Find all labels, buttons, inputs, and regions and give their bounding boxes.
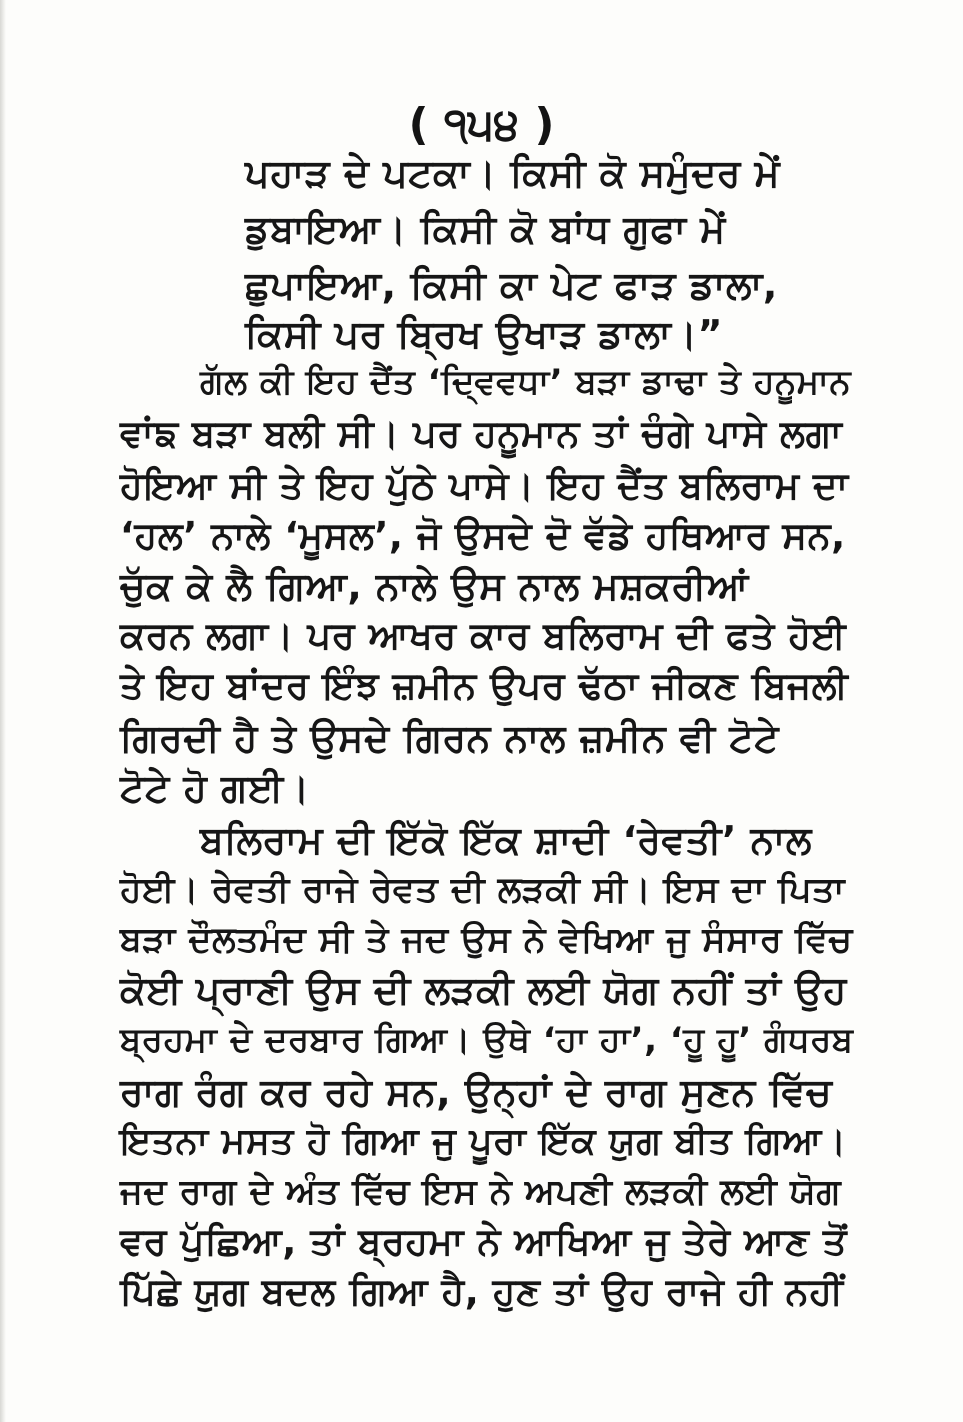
text-line: ਹੋਇਆ ਸੀ ਤੇ ਇਹ ਪੁੱਠੇ ਪਾਸੇ। ਇਹ ਦੈਂਤ ਬਲਿਰਾਮ ਦਾ [120,464,849,507]
text-line: ਬ੍ਰਹਮਾ ਦੇ ਦਰਬਾਰ ਗਿਆ। ਉਥੇ ‘ਹਾ ਹਾ’, ‘ਹੂ ਹੂ’ ਗੰਧਰਬ [120,1020,854,1060]
text-line: ਪਹਾੜ ਦੇ ਪਟਕਾ। ਕਿਸੀ ਕੋ ਸਮੁੰਦਰ ਮੇਂ [245,151,781,195]
text-line: ਟੋਟੇ ਹੋ ਗਈ। [120,766,310,810]
text-line: ਛੁਪਾਇਆ, ਕਿਸੀ ਕਾ ਪੇਟ ਫਾੜ ਡਾਲਾ, [245,263,778,307]
text-line: ਤੇ ਇਹ ਬਾਂਦਰ ਇੰਝ ਜ਼ਮੀਨ ਉਪਰ ਢੱਠਾ ਜੀਕਣ ਬਿਜਲੀ [120,664,849,707]
text-line: ‘ਹਲ’ ਨਾਲੇ ‘ਮੂਸਲ’, ਜੋ ਉਸਦੇ ਦੋ ਵੱਡੇ ਹਥਿਆਰ ਸਨ, [120,514,846,557]
text-line: ਰਾਗ ਰੰਗ ਕਰ ਰਹੇ ਸਨ, ਉਨ੍ਹਾਂ ਦੇ ਰਾਗ ਸੁਣਨ ਵਿੱਚ [120,1070,833,1114]
text-line: ਕੋਈ ਪ੍ਰਾਣੀ ਉਸ ਦੀ ਲੜਕੀ ਲਈ ਯੋਗ ਨਹੀਂ ਤਾਂ ਉਹ [120,968,847,1012]
text-line: ਪਿੱਛੇ ਯੁਗ ਬਦਲ ਗਿਆ ਹੈ, ਹੁਣ ਤਾਂ ਉਹ ਰਾਜੇ ਹੀ ਨਹੀਂ [120,1270,844,1313]
text-line: ਕਰਨ ਲਗਾ। ਪਰ ਆਖਰ ਕਾਰ ਬਲਿਰਾਮ ਦੀ ਫਤੇ ਹੋਈ [120,614,847,657]
text-line: ਕਿਸੀ ਪਰ ਬ੍ਰਿਖ ਉਖਾੜ ਡਾਲਾ।” [245,312,723,356]
paragraph-first-line: ਬਲਿਰਾਮ ਦੀ ਇੱਕੋ ਇੱਕ ਸ਼ਾਦੀ ‘ਰੇਵਤੀ’ ਨਾਲ [200,818,812,862]
page-number: ( ੧੫੪ ) [408,99,555,150]
text-line: ਹੋਈ। ਰੇਵਤੀ ਰਾਜੇ ਰੇਵਤ ਦੀ ਲੜਕੀ ਸੀ। ਇਸ ਦਾ ਪਿਤਾ [120,870,846,910]
text-line: ਬੜਾ ਦੌਲਤਮੰਦ ਸੀ ਤੇ ਜਦ ਉਸ ਨੇ ਵੇਖਿਆ ਜੁ ਸੰਸਾਰ ਵਿੱਚ [120,920,853,960]
page-edge-shadow [0,0,6,1422]
text-line: ਗਿਰਦੀ ਹੈ ਤੇ ਉਸਦੇ ਗਿਰਨ ਨਾਲ ਜ਼ਮੀਨ ਵੀ ਟੋਟੇ [120,716,779,760]
text-line: ਵਰ ਪੁੱਛਿਆ, ਤਾਂ ਬ੍ਰਹਮਾ ਨੇ ਆਖਿਆ ਜੁ ਤੇਰੇ ਆਣ ਤੋਂ [120,1220,848,1263]
text-line: ਜਦ ਰਾਗ ਦੇ ਅੰਤ ਵਿੱਚ ਇਸ ਨੇ ਅਪਣੀ ਲੜਕੀ ਲਈ ਯੋਗ [120,1172,842,1212]
text-line: ਚੁੱਕ ਕੇ ਲੈ ਗਿਆ, ਨਾਲੇ ਉਸ ਨਾਲ ਮਸ਼ਕਰੀਆਂ [120,564,749,608]
text-line: ਵਾਂਙ ਬੜਾ ਬਲੀ ਸੀ। ਪਰ ਹਨੂਮਾਨ ਤਾਂ ਚੰਗੇ ਪਾਸੇ ਲਗਾ [120,412,843,455]
paragraph-first-line: ਗੱਲ ਕੀ ਇਹ ਦੈਂਤ ‘ਦ੍ਵਿਵਧਾ’ ਬੜਾ ਡਾਢਾ ਤੇ ਹਨੂਮਾਨ [200,362,852,402]
text-line: ਇਤਨਾ ਮਸਤ ਹੋ ਗਿਆ ਜੁ ਪੂਰਾ ਇੱਕ ਯੁਗ ਬੀਤ ਗਿਆ। [120,1121,847,1162]
text-line: ਡੁਬਾਇਆ। ਕਿਸੀ ਕੋ ਬਾਂਧ ਗੁਫਾ ਮੇਂ [245,207,726,251]
